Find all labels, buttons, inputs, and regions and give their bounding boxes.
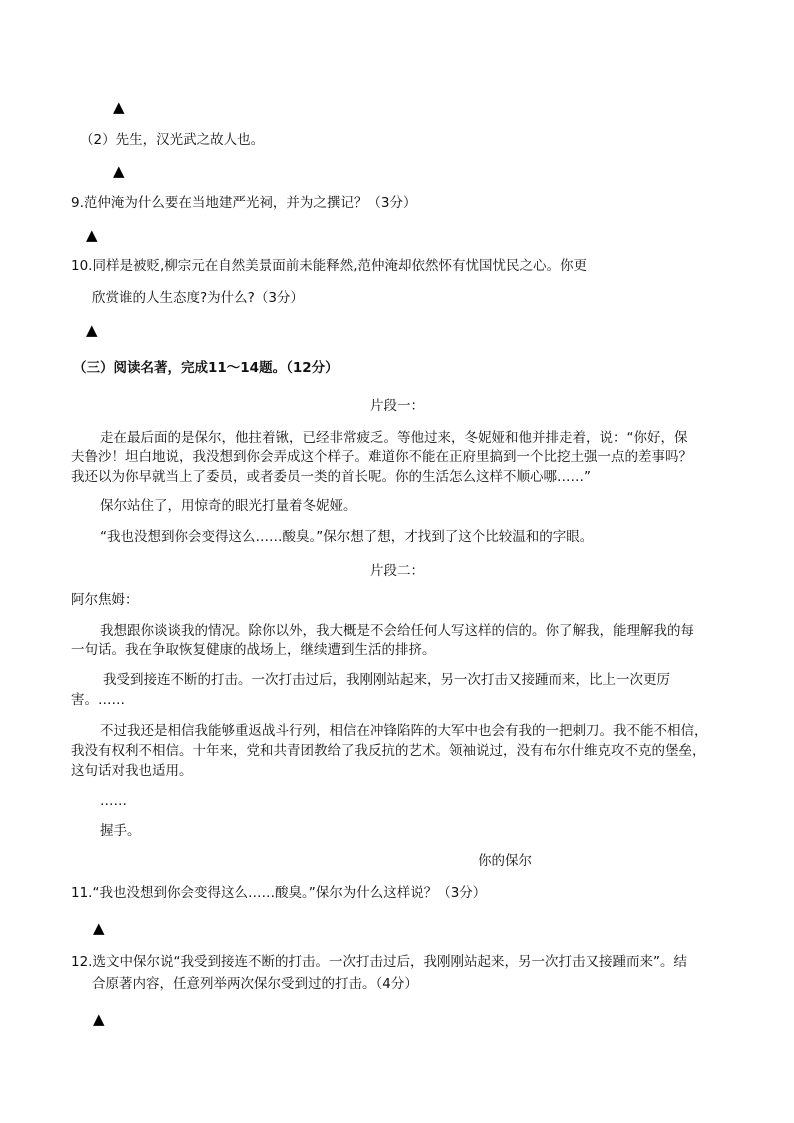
excerpt-2-title: 片段二： [370, 563, 424, 579]
question-10-line2: 欣赏谁的人生态度?为什么?（3分） [92, 290, 304, 306]
question-11: 11.“我也没想到你会变得这么……酸臭。”保尔为什么这样说？（3分） [71, 885, 487, 901]
excerpt-2-signature: 你的保尔 [478, 853, 532, 869]
section-3-heading: （三）阅读名著，完成11～14题。（12分） [73, 360, 339, 376]
question-12-line2: 合原著内容，任意列举两次保尔受到过的打击。（4分） [92, 976, 418, 992]
question-12-line1: 12.选文中保尔说“我受到接连不断的打击。一次打击过后，我刚刚站起来，另一次打击又接踵而来”。结 [71, 954, 687, 970]
answer-marker: ▲ [86, 321, 98, 339]
question-9: 9.范仲淹为什么要在当地建严光祠，并为之撰记？（3分） [71, 195, 417, 211]
question-8-2: （2）先生，汉光武之故人也。 [80, 132, 265, 148]
excerpt-2-closing: 握手。 [100, 823, 141, 839]
excerpt-2-salutation: 阿尔焦姆： [71, 592, 139, 608]
excerpt-2-p2-line2: 害。…… [71, 692, 125, 708]
excerpt-2-ellipsis: …… [100, 793, 127, 809]
excerpt-1-p3: “我也没想到你会变得这么……酸臭。”保尔想了想，才找到了这个比较温和的字眼。 [100, 529, 594, 545]
answer-marker: ▲ [113, 98, 125, 116]
excerpt-1-title: 片段一： [370, 398, 424, 414]
answer-marker: ▲ [93, 1010, 105, 1028]
answer-marker: ▲ [93, 919, 105, 937]
excerpt-1-p2: 保尔站住了，用惊奇的眼光打量着冬妮娅。 [100, 498, 357, 514]
question-10-line1: 10.同样是被贬,柳宗元在自然美景面前未能释然,范仲淹却依然怀有忧国忧民之心。你更 [71, 258, 588, 274]
excerpt-2-p2-line1: 我受到接连不断的打击。一次打击过后，我刚刚站起来，另一次打击又接踵而来，比上一次更厉 [103, 672, 670, 688]
excerpt-2-p1-line1: 我想跟你谈谈我的情况。除你以外，我大概是不会给任何人写这样的信的。你了解我，能理解我的每 [100, 623, 694, 639]
excerpt-1-p1-line1: 走在最后面的是保尔，他拄着锹，已经非常疲乏。等他过来，冬妮娅和他并排走着，说：“你好，保 [100, 430, 688, 446]
answer-marker: ▲ [86, 226, 98, 244]
excerpt-1-p1-line3: 我还以为你早就当上了委员，或者委员一类的首长呢。你的生活怎么这样不顺心哪……” [71, 469, 591, 485]
excerpt-2-p3-line2: 我没有权利不相信。十年来，党和共青团教给了我反抗的艺术。领袖说过，没有布尔什维克攻不克的堡垒， [71, 743, 706, 759]
excerpt-1-p1-line2: 夫鲁沙！坦白地说，我没想到你会弄成这个样子。难道你不能在正府里搞到一个比挖土强一点的差事吗？ [71, 449, 692, 465]
answer-marker: ▲ [113, 162, 125, 180]
excerpt-2-p1-line2: 一句话。我在争取恢复健康的战场上，继续遭到生活的排挤。 [71, 642, 436, 658]
excerpt-2-p3-line3: 这句话对我也适用。 [71, 763, 193, 779]
excerpt-2-p3-line1: 不过我还是相信我能够重返战斗行列，相信在冲锋陷阵的大军中也会有我的一把刺刀。我不能不相信， [100, 723, 708, 739]
